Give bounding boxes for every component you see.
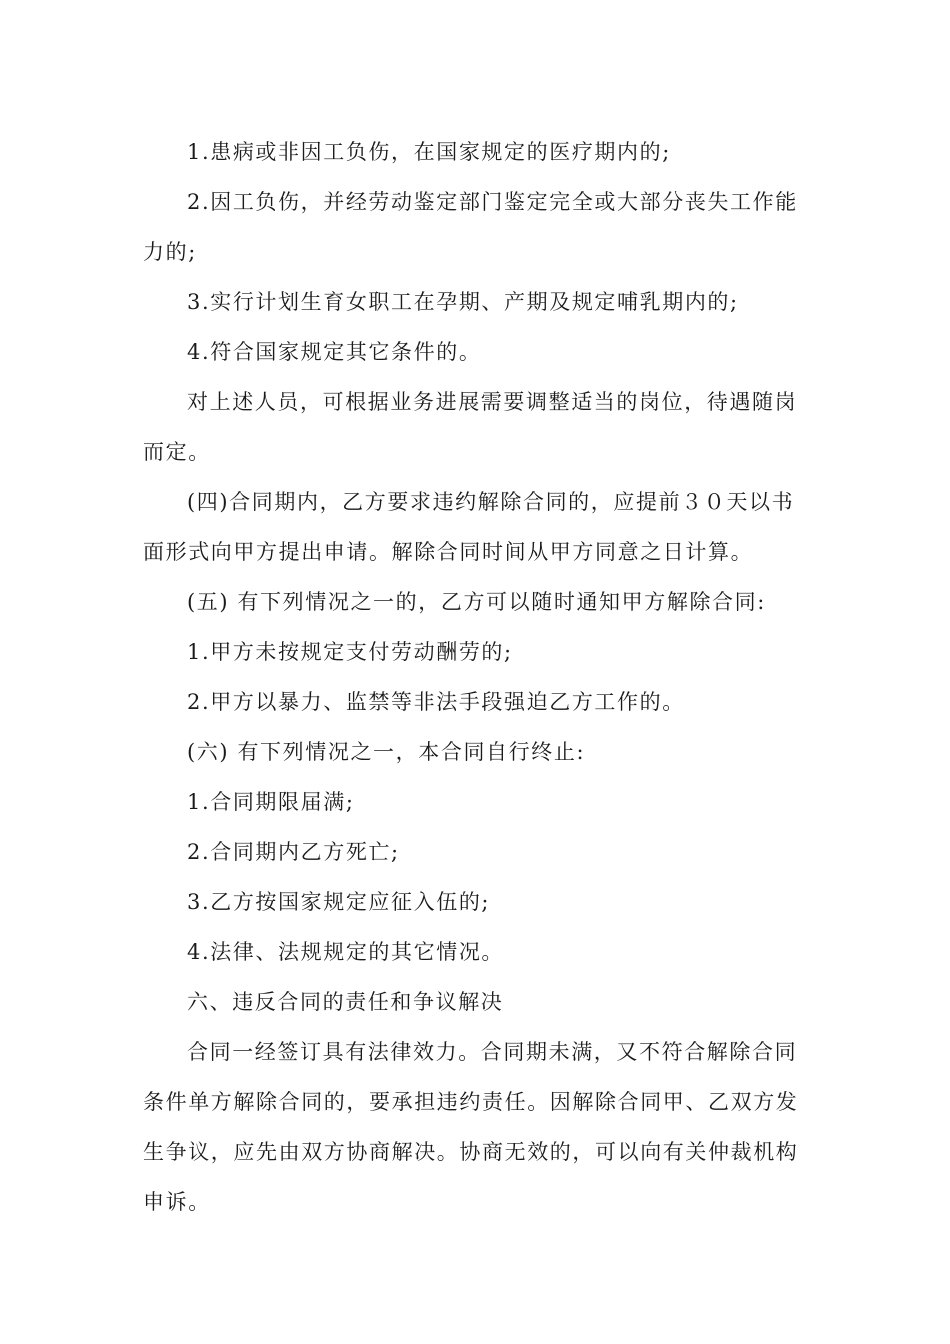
clause-section-5: (五) 有下列情况之一的，乙方可以随时通知甲方解除合同: bbox=[187, 590, 766, 614]
clause-section-6-item-2: 2.合同期内乙方死亡; bbox=[187, 840, 400, 864]
clause-section-5-item-1: 1.甲方未按规定支付劳动酬劳的; bbox=[187, 640, 513, 664]
clause-note: 对上述人员，可根据业务进展需要调整适当的岗位，待遇随岗而定。 bbox=[143, 390, 798, 464]
document-body bbox=[143, 127, 807, 1227]
clause-item-3: 3.实行计划生育女职工在孕期、产期及规定哺乳期内的; bbox=[187, 290, 739, 314]
clause-item-1: 1.患病或非因工负伤，在国家规定的医疗期内的; bbox=[187, 140, 671, 164]
section-heading: 六、违反合同的责任和争议解决 bbox=[187, 990, 504, 1014]
liability-paragraph: 合同一经签订具有法律效力。合同期未满，又不符合解除合同条件单方解除合同的，要承担违约责任。因解除合同甲、乙双方发生争议，应先由双方协商解决。协商无效的，可以向有关仲裁机构申诉。 bbox=[143, 1040, 799, 1214]
clause-section-6: (六) 有下列情况之一，本合同自行终止: bbox=[187, 740, 586, 764]
clause-section-6-item-1: 1.合同期限届满; bbox=[187, 790, 355, 814]
clause-section-4: (四)合同期内，乙方要求违约解除合同的，应提前３０天以书面形式向甲方提出申请。解除合同时间从甲方同意之日计算。 bbox=[143, 490, 795, 564]
clause-item-2: 2.因工负伤，并经劳动鉴定部门鉴定完全或大部分丧失工作能力的; bbox=[143, 190, 798, 264]
clause-section-5-item-2: 2.甲方以暴力、监禁等非法手段强迫乙方工作的。 bbox=[187, 690, 685, 714]
clause-item-4: 4.符合国家规定其它条件的。 bbox=[187, 340, 482, 364]
clause-section-6-item-4: 4.法律、法规规定的其它情况。 bbox=[187, 940, 505, 964]
clause-section-6-item-3: 3.乙方按国家规定应征入伍的; bbox=[187, 890, 491, 914]
